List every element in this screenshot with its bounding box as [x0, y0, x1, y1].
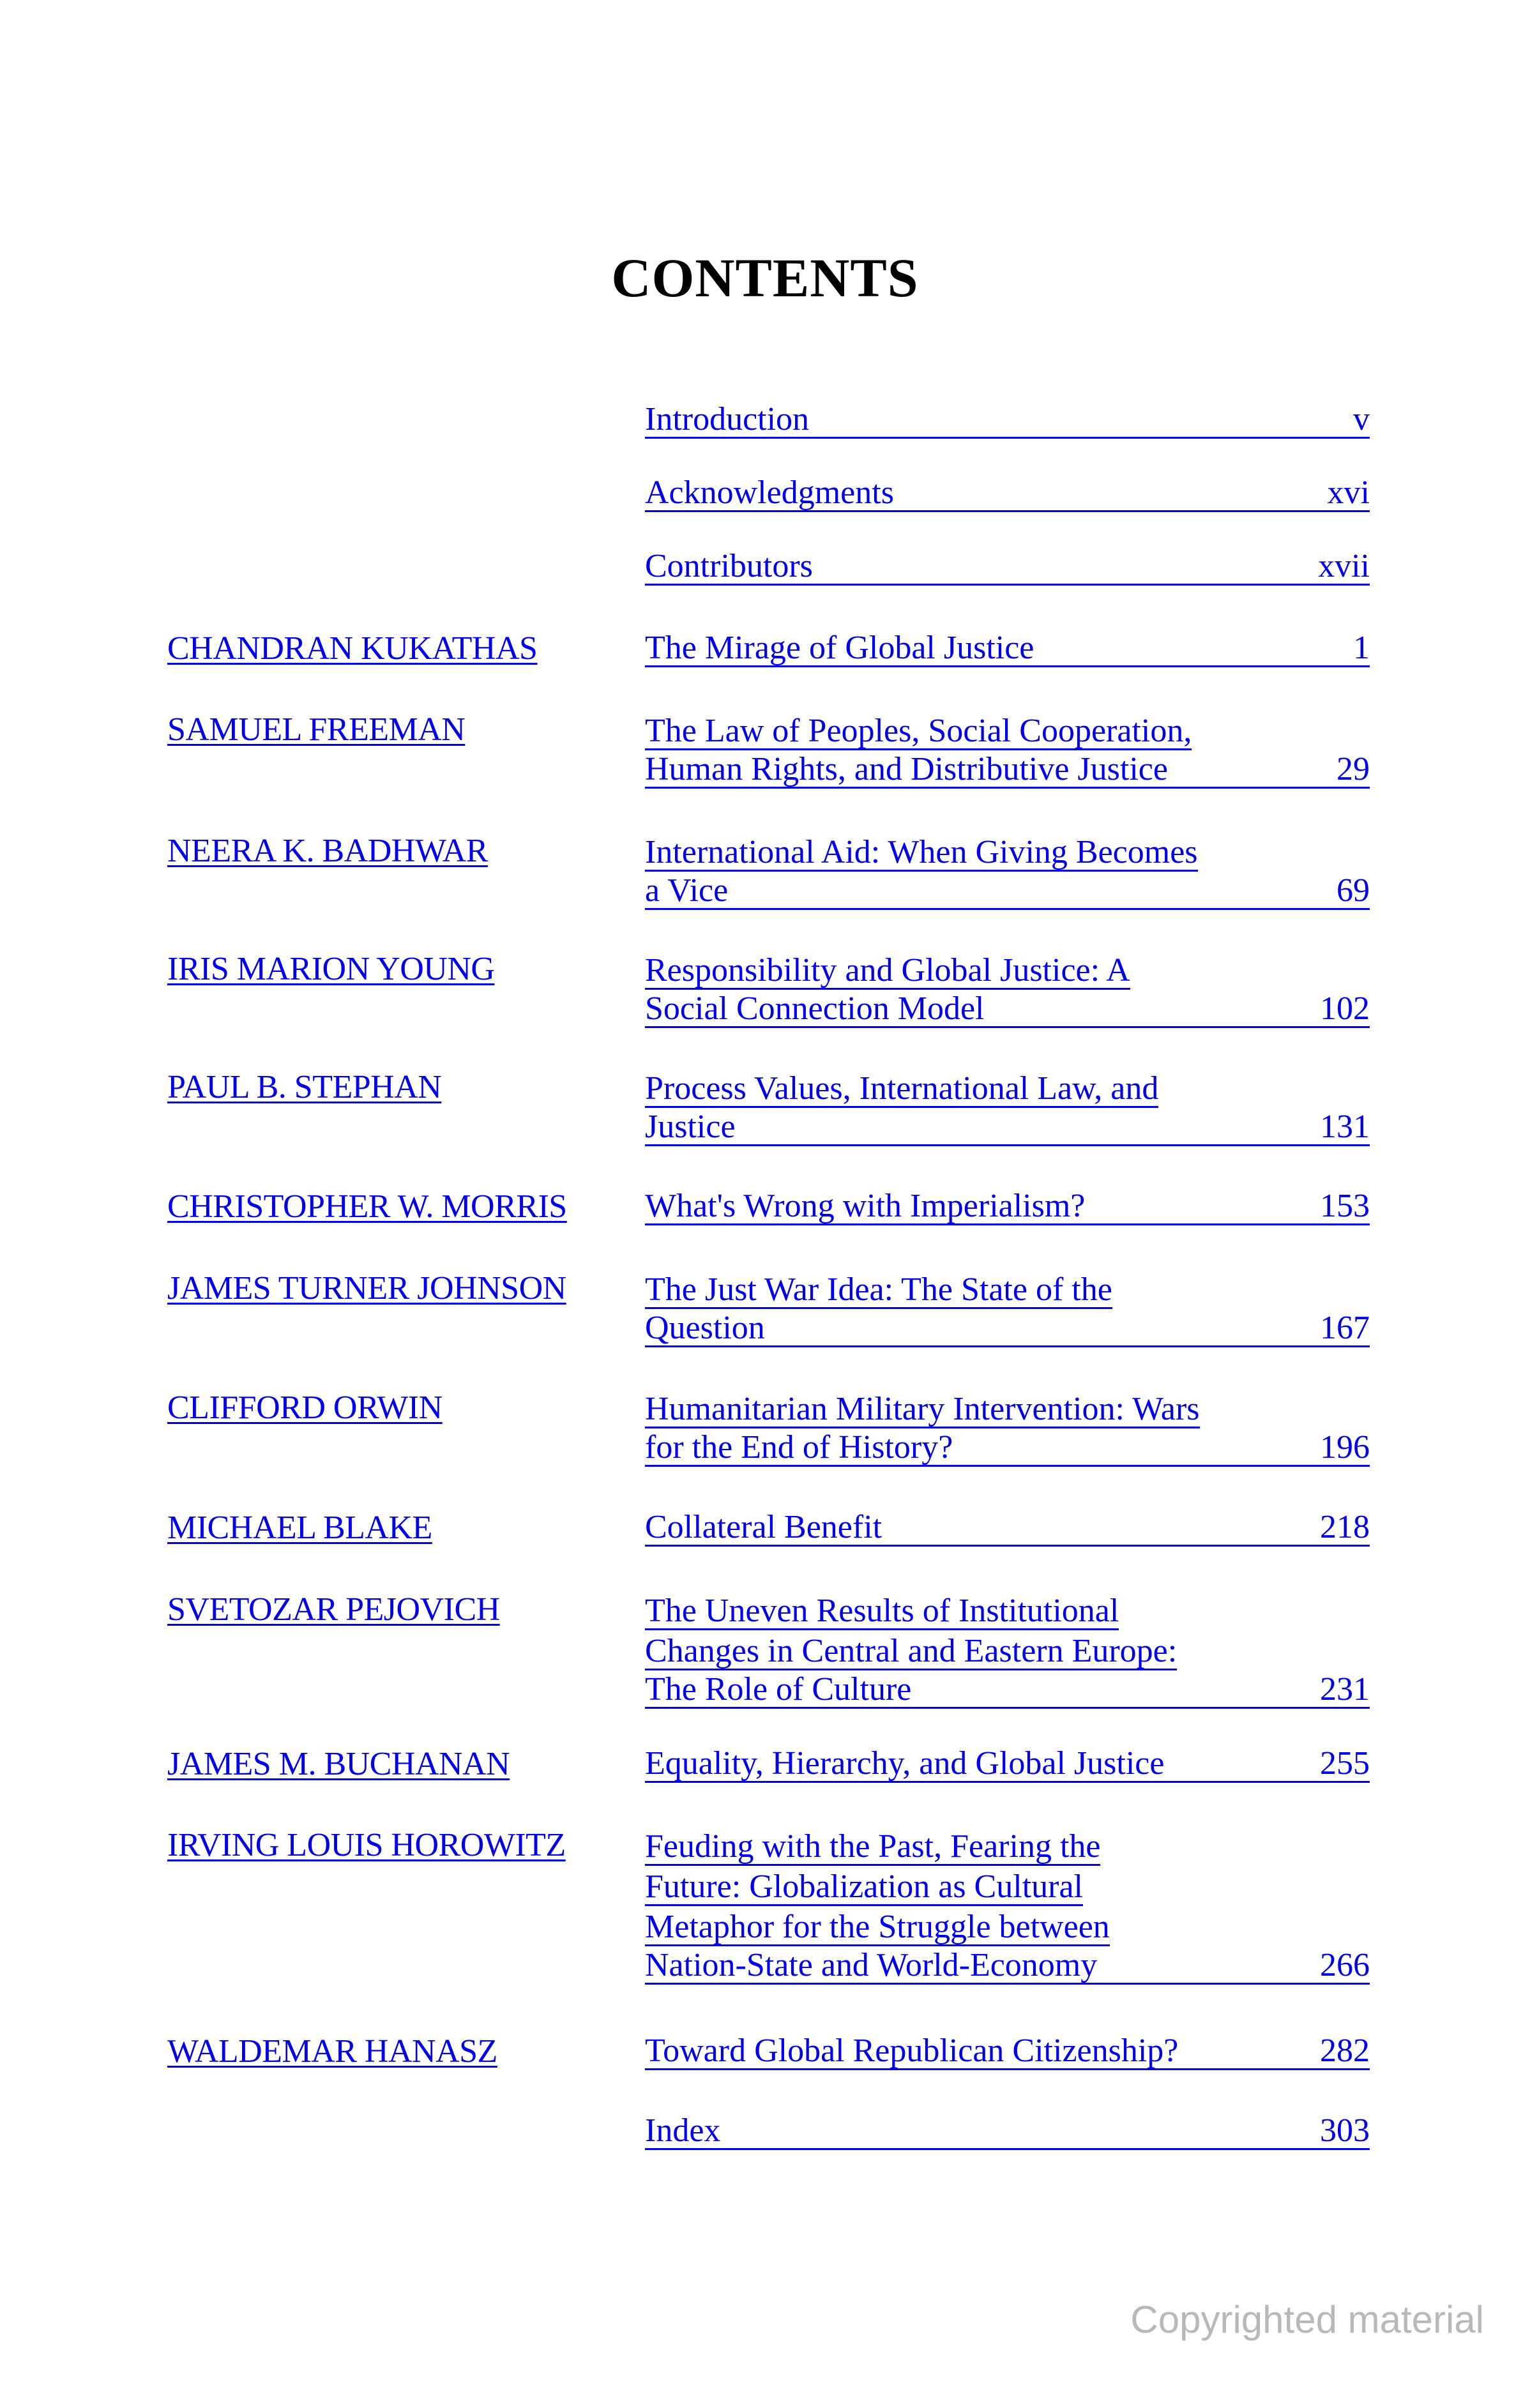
- entry-title-line[interactable]: The Uneven Results of Institutional: [645, 1593, 1119, 1629]
- entry-title: [645, 476, 1370, 512]
- chapter-author[interactable]: WALDEMAR HANASZ: [167, 2033, 497, 2070]
- page-number[interactable]: 1: [1353, 630, 1370, 666]
- toc-entry-back-matter[interactable]: [645, 2114, 1370, 2150]
- chapter-author[interactable]: CHANDRAN KUKATHAS: [167, 630, 538, 667]
- page-number[interactable]: 255: [1320, 1745, 1370, 1782]
- page-number[interactable]: 218: [1320, 1509, 1370, 1545]
- entry-title-line[interactable]: Acknowledgments: [645, 474, 894, 511]
- page-number[interactable]: 69: [1337, 872, 1370, 909]
- entry-title-line[interactable]: The Just War Idea: The State of the: [645, 1271, 1112, 1308]
- chapter-author[interactable]: PAUL B. STEPHAN: [167, 1069, 442, 1105]
- entry-title-line[interactable]: Changes in Central and Eastern Europe:: [645, 1633, 1178, 1669]
- entry-title: [645, 1592, 1370, 1709]
- entry-title-line[interactable]: Equality, Hierarchy, and Global Justice: [645, 1745, 1165, 1782]
- chapter-author[interactable]: JAMES M. BUCHANAN: [167, 1746, 510, 1782]
- entry-title-line[interactable]: Social Connection Model: [645, 990, 985, 1027]
- toc-entry-chapter[interactable]: [645, 1510, 1370, 1547]
- entry-last-line[interactable]: [645, 1510, 1370, 1547]
- toc-entry-chapter[interactable]: [645, 1390, 1370, 1467]
- page-number[interactable]: 29: [1337, 751, 1370, 787]
- entry-title: [645, 1070, 1370, 1146]
- chapter-author[interactable]: NEERA K. BADHWAR: [167, 833, 488, 869]
- page-number[interactable]: 231: [1320, 1671, 1370, 1708]
- page-number[interactable]: 196: [1320, 1429, 1370, 1465]
- entry-title-line[interactable]: The Mirage of Global Justice: [645, 630, 1034, 666]
- entry-last-line[interactable]: [645, 992, 1370, 1028]
- toc-entry-chapter[interactable]: [645, 1070, 1370, 1146]
- page-number[interactable]: 303: [1320, 2112, 1370, 2149]
- entry-title-line[interactable]: Responsibility and Global Justice: A: [645, 952, 1130, 988]
- entry-title-line[interactable]: Humanitarian Military Intervention: Wars: [645, 1391, 1200, 1427]
- entry-title-line[interactable]: Metaphor for the Struggle between: [645, 1909, 1110, 1945]
- entry-title-line[interactable]: Question: [645, 1310, 765, 1346]
- page-number[interactable]: 102: [1320, 990, 1370, 1027]
- chapter-author[interactable]: CHRISTOPHER W. MORRIS: [167, 1188, 567, 1225]
- entry-title: [645, 833, 1370, 910]
- entry-title: [645, 712, 1370, 789]
- chapter-author[interactable]: CLIFFORD ORWIN: [167, 1390, 443, 1426]
- entry-title-line[interactable]: Feuding with the Past, Fearing the: [645, 1828, 1101, 1865]
- toc-entry-chapter[interactable]: [645, 2034, 1370, 2070]
- page-number[interactable]: xvi: [1327, 474, 1370, 511]
- entry-last-line[interactable]: [645, 1311, 1370, 1347]
- entry-title-line[interactable]: Introduction: [645, 401, 810, 437]
- entry-last-line[interactable]: [645, 1189, 1370, 1225]
- entry-title: [645, 402, 1370, 439]
- entry-last-line[interactable]: [645, 2114, 1370, 2150]
- entry-last-line[interactable]: [645, 2034, 1370, 2070]
- entry-last-line[interactable]: [645, 1746, 1370, 1783]
- chapter-author[interactable]: SVETOZAR PEJOVICH: [167, 1591, 500, 1628]
- chapter-author[interactable]: SAMUEL FREEMAN: [167, 711, 466, 748]
- page-number[interactable]: 153: [1320, 1188, 1370, 1224]
- entry-title-line[interactable]: Future: Globalization as Cultural: [645, 1868, 1083, 1905]
- toc-entry-chapter[interactable]: [645, 951, 1370, 1028]
- entry-last-line[interactable]: [645, 752, 1370, 789]
- entry-title-line[interactable]: Collateral Benefit: [645, 1509, 882, 1545]
- page-title: CONTENTS: [611, 247, 919, 308]
- entry-title-line[interactable]: Human Rights, and Distributive Justice: [645, 751, 1168, 787]
- entry-title: [645, 1510, 1370, 1547]
- entry-title: [645, 549, 1370, 586]
- entry-title: [645, 1746, 1370, 1783]
- entry-title-line[interactable]: for the End of History?: [645, 1429, 953, 1465]
- entry-title-line[interactable]: a Vice: [645, 872, 729, 909]
- entry-title: [645, 1390, 1370, 1467]
- entry-last-line[interactable]: [645, 402, 1370, 439]
- page-number[interactable]: v: [1353, 401, 1370, 437]
- chapter-author[interactable]: IRVING LOUIS HOROWITZ: [167, 1827, 566, 1863]
- entry-title-line[interactable]: International Aid: When Giving Becomes: [645, 834, 1198, 870]
- page-number[interactable]: 131: [1320, 1109, 1370, 1145]
- toc-entry-chapter[interactable]: [645, 1746, 1370, 1783]
- entry-title: [645, 951, 1370, 1028]
- toc-entry-front-matter[interactable]: [645, 549, 1370, 586]
- toc-entry-chapter[interactable]: [645, 1189, 1370, 1225]
- entry-last-line[interactable]: [645, 476, 1370, 512]
- toc-entry-front-matter[interactable]: [645, 476, 1370, 512]
- entry-title: [645, 631, 1370, 667]
- entry-title: [645, 1828, 1370, 1985]
- toc-entry-chapter[interactable]: [645, 1592, 1370, 1709]
- entry-title-line[interactable]: Toward Global Republican Citizenship?: [645, 2033, 1179, 2069]
- entry-title-line[interactable]: Index: [645, 2112, 721, 2149]
- entry-title-line[interactable]: Nation-State and World-Economy: [645, 1947, 1098, 1983]
- entry-title-line[interactable]: Contributors: [645, 548, 813, 584]
- copyright-watermark: Copyrighted material: [1130, 2298, 1484, 2341]
- page-number[interactable]: 282: [1320, 2033, 1370, 2069]
- entry-last-line[interactable]: [645, 1110, 1370, 1146]
- entry-title-line[interactable]: Process Values, International Law, and: [645, 1070, 1159, 1107]
- toc-entry-chapter[interactable]: [645, 1828, 1370, 1985]
- entry-last-line[interactable]: [645, 549, 1370, 586]
- toc-entry-chapter[interactable]: [645, 631, 1370, 667]
- chapter-author[interactable]: JAMES TURNER JOHNSON: [167, 1270, 566, 1306]
- entry-title: [645, 2114, 1370, 2150]
- entry-title: [645, 1189, 1370, 1225]
- toc-entry-chapter[interactable]: [645, 833, 1370, 910]
- entry-title: [645, 2034, 1370, 2070]
- toc-entry-chapter[interactable]: [645, 1271, 1370, 1347]
- chapter-author[interactable]: MICHAEL BLAKE: [167, 1510, 432, 1546]
- entry-title-line[interactable]: The Role of Culture: [645, 1671, 912, 1708]
- entry-last-line[interactable]: [645, 1672, 1370, 1709]
- entry-title: [645, 1271, 1370, 1347]
- entry-last-line[interactable]: [645, 1948, 1370, 1985]
- entry-last-line[interactable]: [645, 874, 1370, 910]
- entry-title-line[interactable]: The Law of Peoples, Social Cooperation,: [645, 713, 1192, 749]
- toc-entry-chapter[interactable]: [645, 712, 1370, 789]
- page-number[interactable]: 266: [1320, 1947, 1370, 1983]
- entry-title-line[interactable]: Justice: [645, 1109, 736, 1145]
- page-number[interactable]: xvii: [1318, 548, 1370, 584]
- entry-title-line[interactable]: What's Wrong with Imperialism?: [645, 1188, 1086, 1224]
- page-number[interactable]: 167: [1320, 1310, 1370, 1346]
- entry-last-line[interactable]: [645, 1430, 1370, 1467]
- entry-last-line[interactable]: [645, 631, 1370, 667]
- toc-entry-front-matter[interactable]: [645, 402, 1370, 439]
- chapter-author[interactable]: IRIS MARION YOUNG: [167, 951, 495, 987]
